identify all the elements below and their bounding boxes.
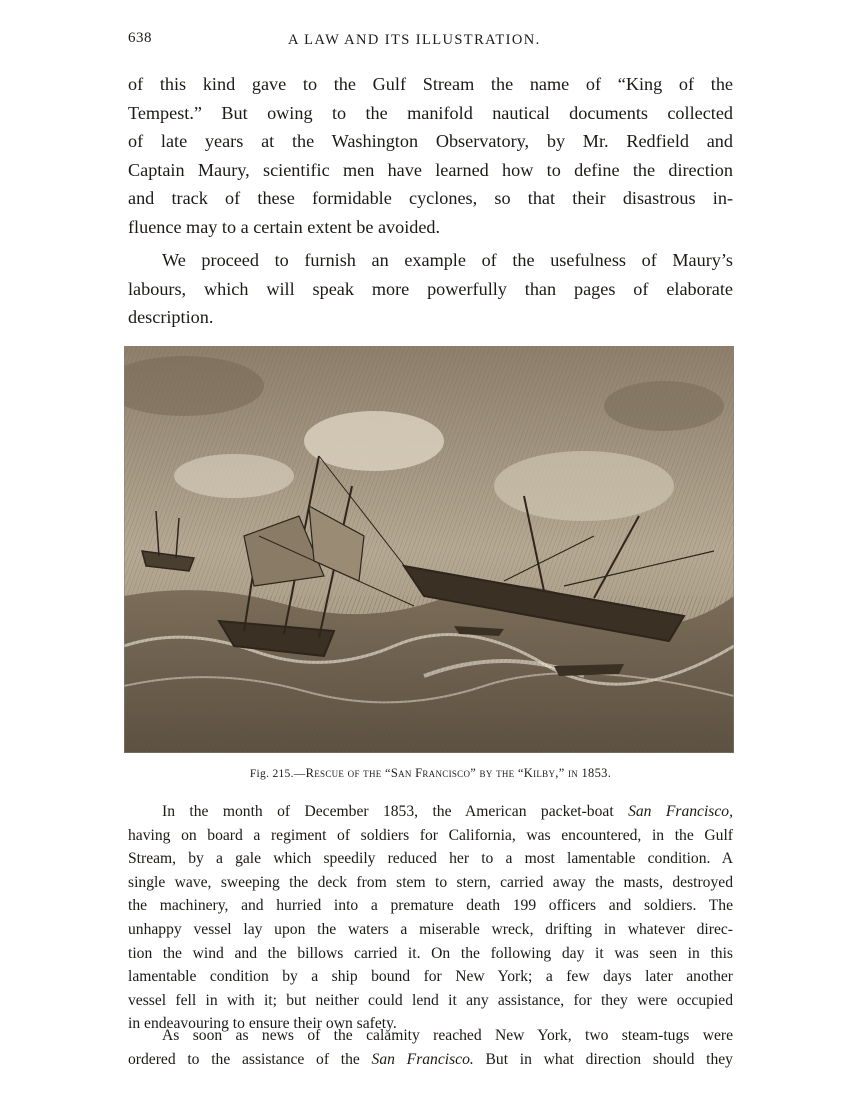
text-line: Captain Maury, scientific men have learned how to define the direction xyxy=(128,159,733,180)
paragraph-2 xyxy=(128,246,733,332)
text-segment: ordered to the assistance of the xyxy=(128,1050,372,1068)
figure-caption xyxy=(128,766,733,781)
text-line: We proceed to furnish an example of the usefulness of Maury’s xyxy=(162,250,733,270)
text-line: fluence may to a certain extent be avoided. xyxy=(128,216,441,237)
text-line: having on board a regiment of soldiers for California, was encountered, in the Gulf xyxy=(128,826,733,844)
engraving-illustration xyxy=(124,346,734,753)
text-line: As soon as news of the calamity reached New York, two steam-tugs were xyxy=(162,1027,733,1044)
text-line: vessel fell in with it; but neither could lend it any assistance, for they were occupied xyxy=(128,991,733,1009)
text-line: description. xyxy=(128,307,214,327)
page-header xyxy=(128,28,733,52)
text-line: tion the wind and the billows carried it. On the following day it was seen in this xyxy=(128,944,733,962)
text-line xyxy=(128,1048,733,1072)
text-line: in endeavouring to ensure their own safety. xyxy=(128,1015,397,1033)
text-line: Stream, by a gale which speedily reduced her to a most lamentable condition. A xyxy=(128,850,733,868)
text-line: unhappy vessel lay upon the waters a miserable wreck, drifting in whatever direc- xyxy=(128,920,733,938)
paragraph-4 xyxy=(128,1024,733,1071)
text-line: single wave, sweeping the deck from stem to stern, carried away the masts, destroyed xyxy=(128,873,733,891)
text-line: of late years at the Washington Observatory, by Mr. Redfield and xyxy=(128,131,733,151)
ship-name: San Francisco. xyxy=(371,1050,474,1068)
figure-number: Fig. 215.— xyxy=(249,768,306,780)
text-line: of this kind gave to the Gulf Stream the name of “King of the xyxy=(128,74,733,94)
shipwreck-engraving xyxy=(124,346,734,753)
text-line: labours, which will speak more powerfully than pages of elaborate xyxy=(128,278,733,299)
paragraph-1 xyxy=(128,70,733,241)
text-line: Tempest.” But owing to the manifold nautical documents collected xyxy=(128,102,733,123)
page-number: 638 xyxy=(128,30,152,46)
text-line: the machinery, and hurried into a premature death 199 officers and soldiers. The xyxy=(128,897,733,915)
ship-name: San Francisco, xyxy=(628,803,733,820)
text-line: lamentable condition by a ship bound for New York; a few days later another xyxy=(128,968,733,986)
text-segment: But in what direction should they xyxy=(473,1050,733,1068)
running-title: A LAW AND ITS ILLUSTRATION. xyxy=(288,32,541,48)
text-line: and track of these formidable cyclones, so that their disastrous in- xyxy=(128,188,733,208)
text-segment: In the month of December 1853, the American packet-boat xyxy=(162,803,629,820)
paragraph-3 xyxy=(128,800,733,1036)
figure-title: Rescue of the “San Francisco” by the “Kilby,” in 1853. xyxy=(305,766,612,780)
text-line xyxy=(128,800,733,824)
